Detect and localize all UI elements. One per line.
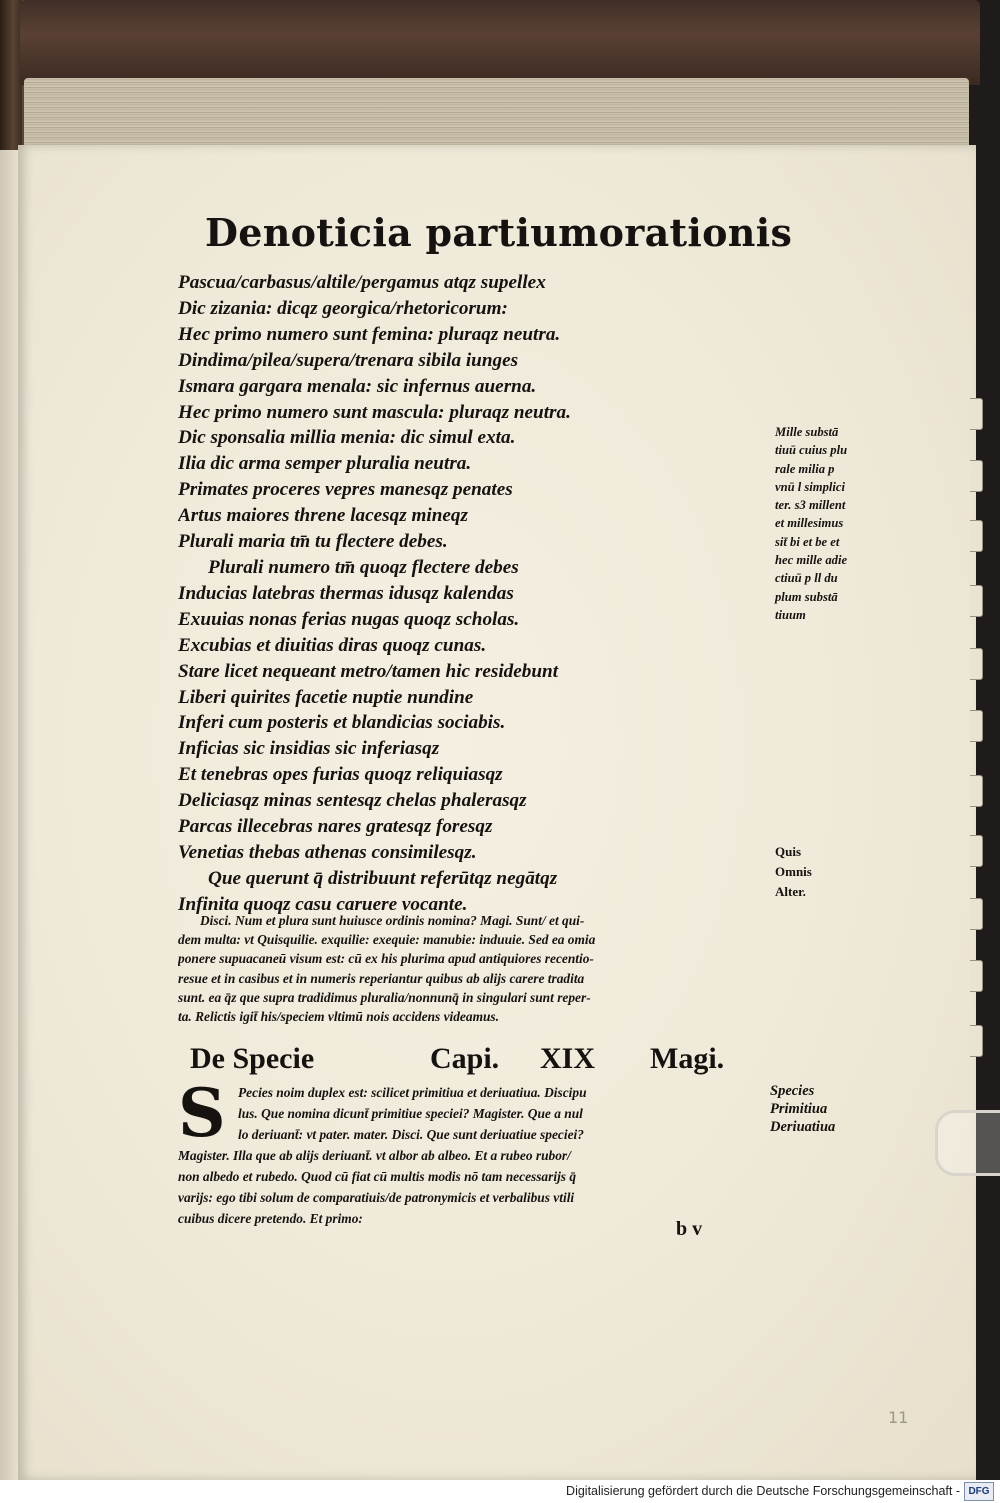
pencil-folio-number: 11 bbox=[888, 1408, 909, 1427]
verse-line: Dindima/pilea/supera/trenara sibila iunges bbox=[178, 349, 519, 371]
index-tab bbox=[970, 1025, 983, 1057]
note-line: Primitiua bbox=[770, 1101, 828, 1117]
chapter-title: De Specie bbox=[190, 1042, 315, 1075]
note-line: hec mille adie bbox=[775, 553, 848, 568]
prose-line: varijs: ego tibi solum de comparatiuis/de patronymicis et verbalibus vtili bbox=[178, 1190, 575, 1205]
funding-credit: Digitalisierung gefördert durch die Deutsche Forschungsgemeinschaft - bbox=[566, 1484, 960, 1498]
verse-line: Artus maiores threne lacesqz mineqz bbox=[178, 505, 468, 527]
section-heading: Denoticia partiumorationis bbox=[205, 210, 793, 255]
verse-line: Inducias latebras thermas idusqz kalendas bbox=[178, 582, 514, 604]
note-line: ctiuū p ll du bbox=[775, 571, 838, 586]
verse-line: Ismara gargara menala: sic infernus auerna. bbox=[178, 375, 537, 397]
verse-line: Excubias et diuitias diras quoqz cunas. bbox=[178, 634, 487, 656]
marginal-note bbox=[775, 842, 875, 902]
note-line: et millesimus bbox=[775, 516, 844, 531]
prose-line: lo deriuant̄: vt pater. mater. Disci. Que sunt deriuatiue speciei? bbox=[238, 1127, 584, 1142]
prose-line: Disci. Num et plura sunt huiusce ordinis nomina? Magi. Sunt/ et qui- bbox=[200, 913, 585, 928]
prose-line: sunt. ea q̄z que supra tradidimus pluralia/nonnunq̄ in singulari sunt reper- bbox=[178, 989, 591, 1005]
prose-line: resue et in casibus et in numeris reperiantur quibus ab alijs carere tradita bbox=[178, 970, 585, 986]
verse-line: Parcas illecebras nares gratesqz foresqz bbox=[178, 816, 493, 838]
prose-line: Pecies noim duplex est: scilicet primitiua et deriuatiua. Discipu bbox=[238, 1085, 587, 1100]
verse-line: Que querunt q̄ distribuunt referūtqz negātqz bbox=[208, 867, 558, 889]
verse-line: Primates proceres vepres manesqz penates bbox=[178, 479, 513, 501]
verse-line: Venetias thebas athenas consimilesqz. bbox=[178, 841, 477, 863]
facing-page-edge bbox=[0, 150, 20, 1480]
prose-line: non albedo et rubedo. Quod cū fiat cū multis modis nō tam necessarijs q̄ bbox=[178, 1169, 577, 1184]
verse-line: Infinita quoqz casu caruere vocante. bbox=[178, 893, 468, 915]
index-tab bbox=[970, 648, 983, 680]
index-tab bbox=[970, 775, 983, 807]
index-tab bbox=[970, 835, 983, 867]
prose-line: cuibus dicere pretendo. Et primo: bbox=[178, 1211, 363, 1226]
verse-line: Ilia dic arma semper pluralia neutra. bbox=[178, 453, 472, 475]
decorated-initial: S bbox=[178, 1074, 226, 1152]
prose-line: ta. Relictis igit̄ his/speciem vltimū nois accidens videamus. bbox=[178, 1009, 499, 1025]
verse-line: Exuuias nonas ferias nugas quoqz scholas. bbox=[178, 608, 520, 630]
note-line: vnū l simplici bbox=[775, 479, 845, 494]
verse-line: Dic zizania: dicqz georgica/rhetoricorum: bbox=[178, 297, 508, 319]
note-line: Species bbox=[770, 1083, 815, 1099]
index-tab bbox=[970, 460, 983, 492]
verse-line: Inficias sic insidias sic inferiasqz bbox=[178, 738, 440, 760]
note-line: ter. s3 millent bbox=[775, 498, 846, 513]
verse-line: Et tenebras opes furias quoqz reliquiasqz bbox=[178, 764, 503, 786]
verse-line: Inferi cum posteris et blandicias sociabis. bbox=[178, 712, 506, 734]
verse-line: Plurali numero tm̄ quoqz flectere debes bbox=[208, 556, 519, 578]
note-line: sit̄ bi et be et bbox=[775, 534, 840, 549]
note-line: Mille substā bbox=[775, 425, 839, 439]
index-tab bbox=[970, 520, 983, 552]
book-cover-edge bbox=[20, 0, 980, 85]
verse-line: Plurali maria tm̄ tu flectere debes. bbox=[178, 531, 448, 553]
verse-line: Stare licet nequeant metro/tamen hic residebunt bbox=[178, 660, 559, 682]
note-line: Omnis bbox=[775, 864, 812, 879]
index-tab bbox=[970, 398, 983, 430]
verse-block bbox=[178, 270, 768, 918]
species-paragraph bbox=[178, 1074, 778, 1229]
note-line: tiuum bbox=[775, 607, 806, 622]
prose-line: lus. Que nomina dicunt̄ primitiue speciei? Magister. Que a nul bbox=[238, 1106, 583, 1121]
chapter-label: Capi. bbox=[430, 1042, 500, 1075]
note-line: rale milia p bbox=[775, 461, 835, 476]
index-tab bbox=[970, 710, 983, 742]
verse-line: Deliciasqz minas sentesqz chelas phalerasqz bbox=[178, 790, 527, 812]
chapter-speaker: Magi. bbox=[650, 1042, 725, 1075]
note-line: Quis bbox=[775, 844, 802, 859]
signature-mark: b v bbox=[676, 1218, 703, 1240]
marginal-note bbox=[775, 423, 905, 624]
note-line: Deriuatiua bbox=[770, 1119, 836, 1135]
note-line: tiuū cuius plu bbox=[775, 443, 848, 458]
index-tab bbox=[970, 585, 983, 617]
page-clip bbox=[935, 1110, 1000, 1176]
marginal-note bbox=[770, 1082, 880, 1136]
prose-line: ponere supuacaneū visum est: cū ex his plurima apud antiquiores recentio- bbox=[178, 951, 594, 967]
verse-line: Hec primo numero sunt femina: pluraqz neutra. bbox=[178, 323, 561, 345]
note-line: Alter. bbox=[775, 884, 806, 899]
footer-bar bbox=[0, 1480, 1000, 1503]
prose-line: dem multa: vt Quisquilie. exquilie: exequie: manubie: induuie. Sed ea omia bbox=[178, 932, 596, 948]
verse-line: Dic sponsalia millia menia: dic simul exta. bbox=[178, 427, 516, 449]
dialogue-paragraph bbox=[178, 911, 770, 1026]
note-line: plum substā bbox=[775, 589, 838, 604]
dfg-logo: DFG bbox=[964, 1482, 994, 1501]
verse-line: Pascua/carbasus/altile/pergamus atqz supellex bbox=[178, 272, 546, 293]
index-tab bbox=[970, 960, 983, 992]
chapter-heading bbox=[190, 1042, 780, 1076]
chapter-number: XIX bbox=[540, 1042, 596, 1075]
index-tab bbox=[970, 898, 983, 930]
verse-line: Hec primo numero sunt mascula: pluraqz neutra. bbox=[178, 401, 571, 423]
verse-line: Liberi quirites facetie nuptie nundine bbox=[178, 686, 474, 708]
prose-line: Magister. Illa que ab alijs deriuant̄. vt albor ab albeo. Et a rubeo rubor/ bbox=[178, 1148, 571, 1163]
